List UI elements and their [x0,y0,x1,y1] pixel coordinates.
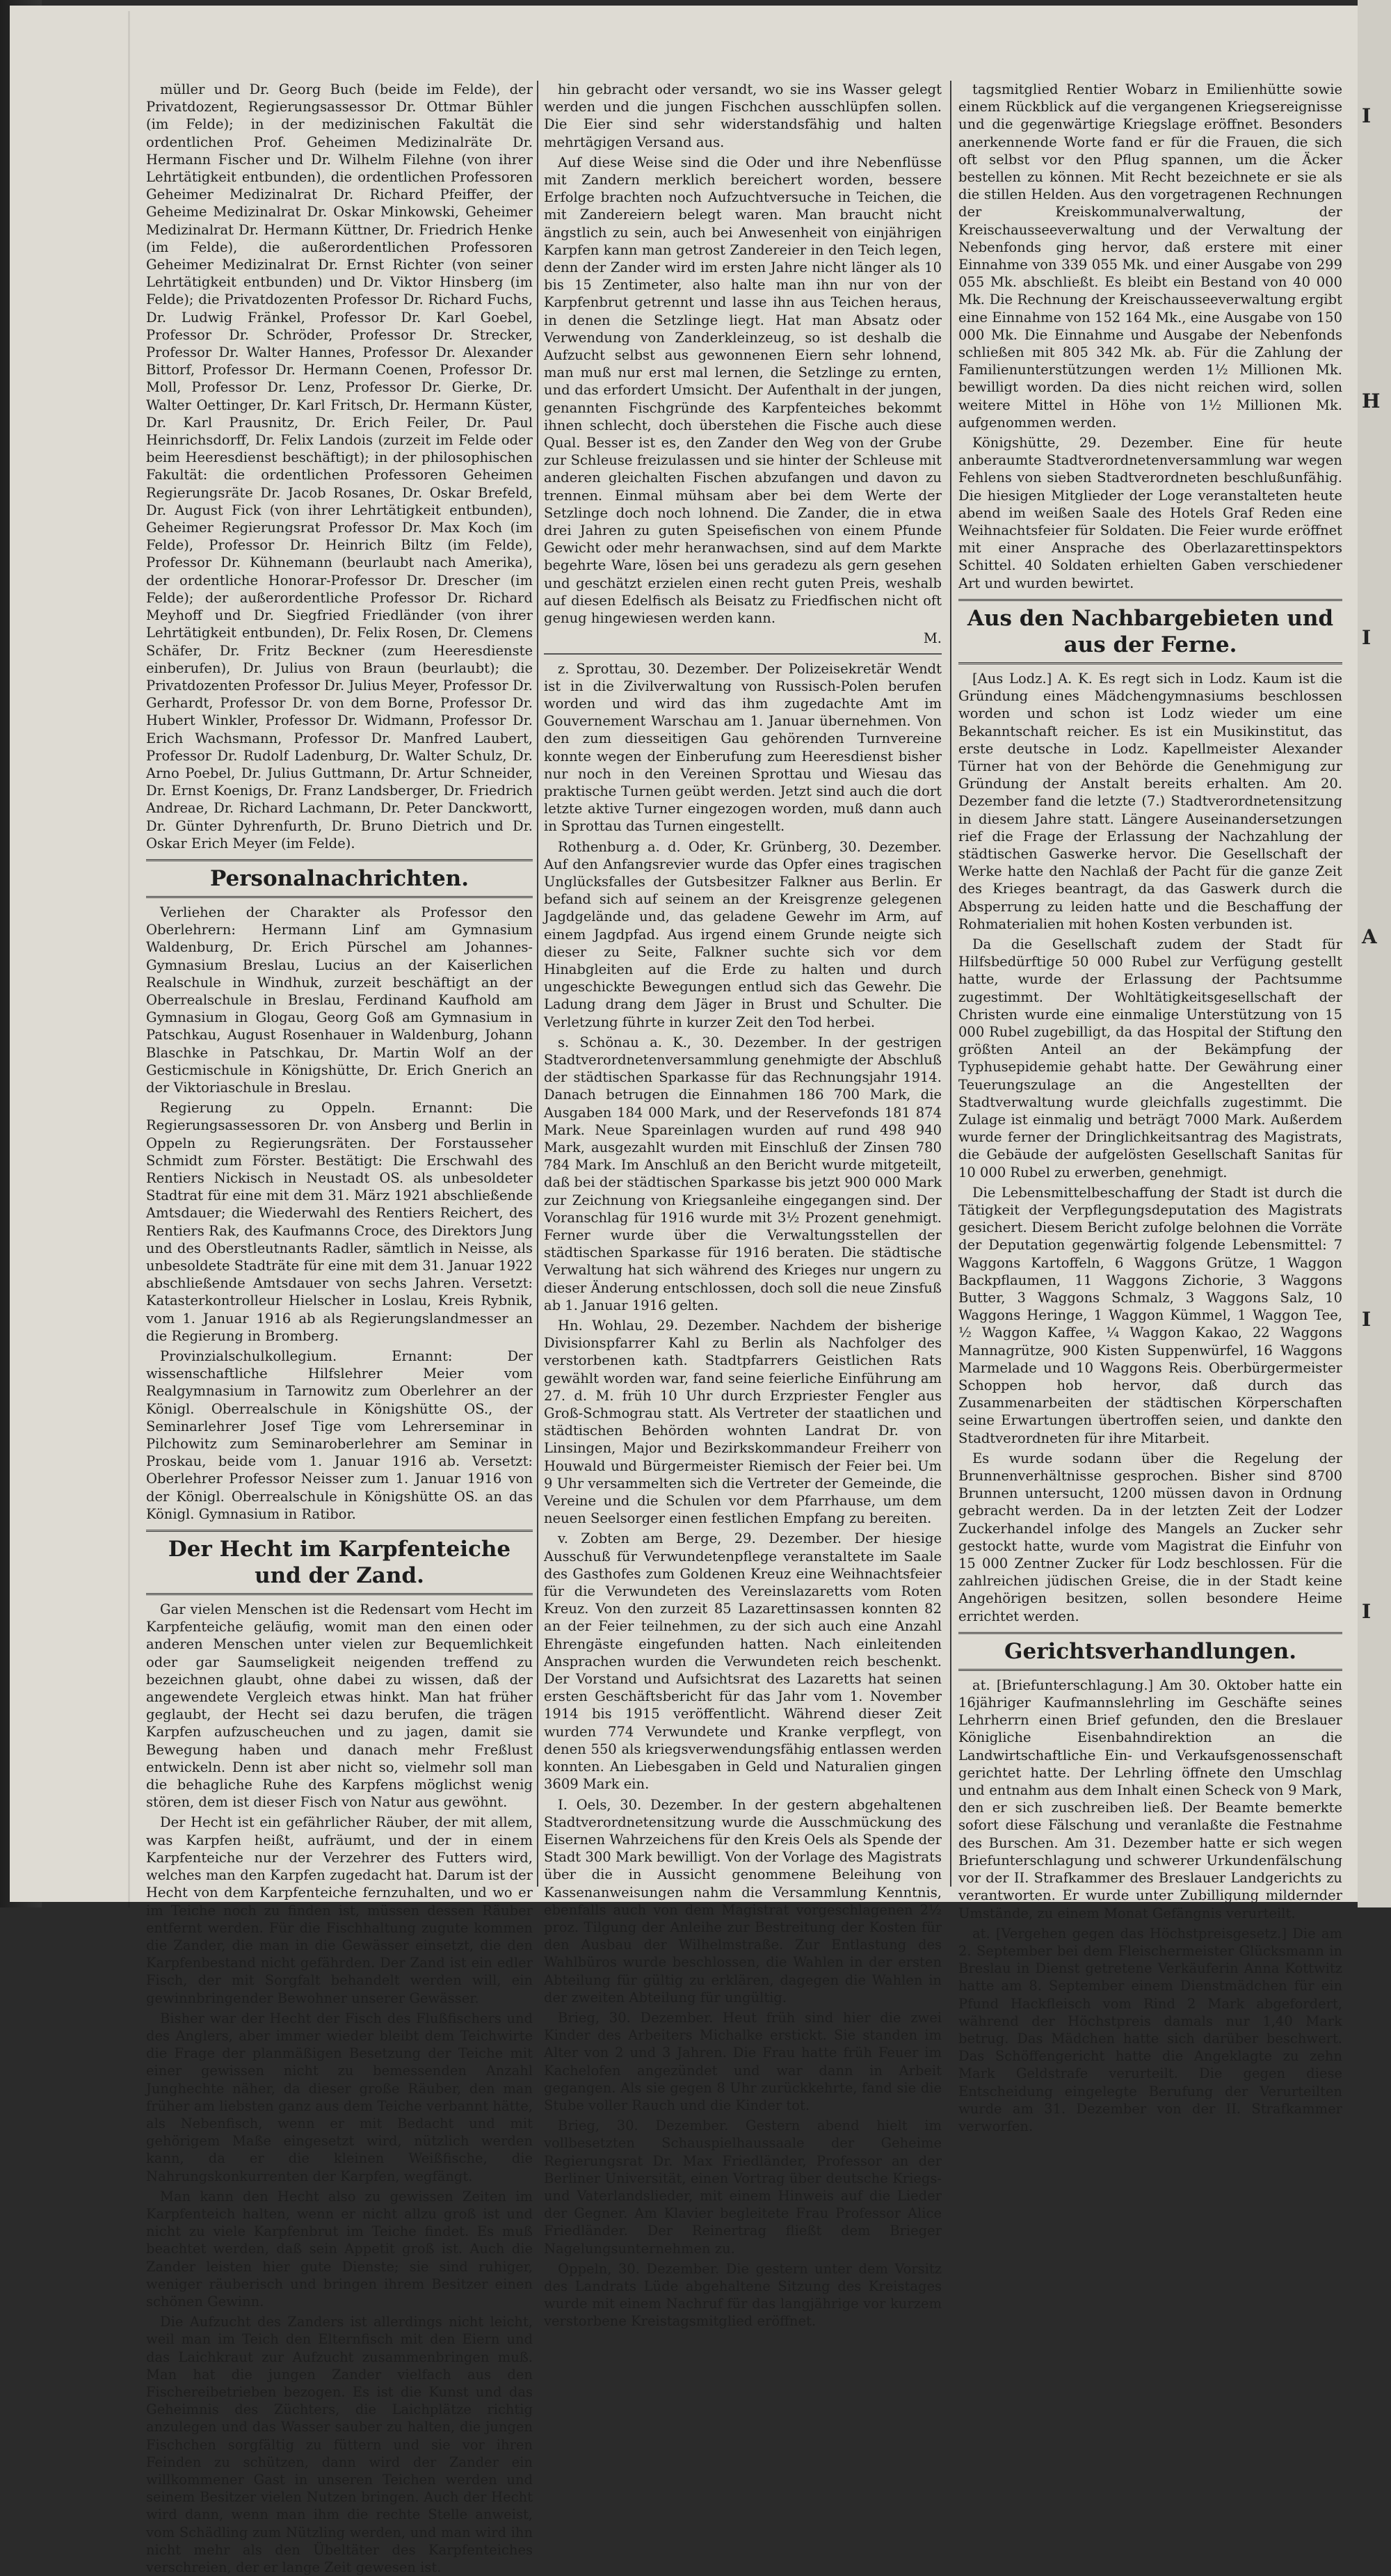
heading-hecht-karpfenteiche: Der Hecht im Karpfenteiche und der Zand. [146,1530,533,1595]
heading-gerichtsverhandlungen: Gerichtsverhandlungen. [958,1632,1342,1671]
court-report: at. [Briefunterschlagung.] Am 30. Oktober hatte ein 16jähriger Kaufmannslehrling im Geschäfte seines Lehrherrn einen Brief gefunden, den die Breslauer Königliche Eisenbahndirektion an die Landwirtschaftliche Ein- und Verkaufsgenossenschaft gerichtet hatte. Der Lehrling öffnete den Umschlag und entnahm aus dem Inhalt einen Scheck von 9 Mark, den er sich zuschreiben ließ. Der Beamte bemerkte sofort diese Fälschung und veranlaßte die Festnahme des Burschen. Am 31. Dezember hatte er sich wegen Briefunterschlagung und schwerer Urkundenfälschung vor der II. Strafkammer des Breslauer Landgerichts zu verantworten. Er wurde unter Zubilligung mildernder Umstände, zu einem Monat Gefängnis verurteilt. [958,1677,1342,1921]
article-paragraph: Provinzialschulkollegium. Ernannt: Der wissenschaftliche Hilfslehrer Meier vom Realgymnasium in Tarnowitz zum Oberlehrer an der Königl. Oberrealschule in Königshütte OS., der Seminarlehrer Josef Tige vom Lehrerseminar in Pilchowitz zum Seminaroberlehrer am Seminar in Proskau, beide vom 1. Januar 1916 ab. Versetzt: Oberlehrer Professor Neisser zum 1. Januar 1916 von der Königl. Oberrealschule in Königshütte OS. an das Königl. Gymnasium in Ratibor. [146,1348,533,1522]
strip-letter: I [1362,626,1372,649]
column-2 [544,81,942,2330]
column-1 [146,81,533,2576]
page-fold [128,11,130,1907]
adjacent-page-strip [1358,0,1391,1907]
strip-letter: A [1362,925,1377,948]
separator [544,653,942,655]
strip-letter: H [1362,390,1381,413]
article-paragraph: [Aus Lodz.] A. K. Es regt sich in Lodz. Kaum ist die Gründung eines Mädchengymnasiums beschlossen worden und schon ist Lodz wieder um eine Bekanntschaft reicher. Es ist ein Musikinstitut, das erste deutsche in Lodz. Kapellmeister Alexander Türner hat von der Behörde die Genehmigung zur Gründung der Anstalt bereits erhalten. Am 20. Dezember fand die letzte (7.) Stadtverordnetensitzung in diesem Jahre statt. Längere Auseinandersetzungen rief die Frage der Erlassung der Nachzahlung der städtischen Gaswerke hervor. Die Gesellschaft der Werke hatte den Nachlaß der Pacht für die ganze Zeit des Krieges beantragt, da das Gaswerk durch die Absperrung zu leiden hatte und die Beschaffung der Rohmaterialien mit hohen Kosten verbunden ist. [958,670,1342,932]
news-item: Hn. Wohlau, 29. Dezember. Nachdem der bisherige Divisionspfarrer Kahl zu Berlin als Nachfolger des verstorbenen kath. Stadtpfarrers Geistlichen Rats gewählt worden war, fand seine feierliche Einführung am 27. d. M. früh 10 Uhr durch Erzpriester Fengler aus Groß-Schmograu statt. Als Vertreter der staatlichen und städtischen Behörden wohnten Landrat Dr. von Linsingen, Major und Bezirkskommandeur Freiherr von Houwald und Bürgermeister Riemisch der Feier bei. Um 9 Uhr versammelten sich die Vertreter der Gemeinde, die Vereine und die Schulen vor dem Pfarrhause, um dem neuen Seelsorger einen festlichen Empfang zu bereiten. [544,1318,942,1527]
column-rule [950,81,951,1887]
article-paragraph: Auf diese Weise sind die Oder und ihre Nebenflüsse mit Zandern merklich bereichert worden, bessere Erfolge brachten noch Aufzuchtversuche in Teichen, die mit Zandereiern belegt waren. Man braucht nicht ängstlich zu sein, auch bei Anwesenheit von einjährigen Karpfen kann man getrost Zandereier in den Teich legen, denn der Zander wird im ersten Jahre nicht länger als 10 bis 15 Zentimeter, also halte man ihn nur von der Karpfenbrut getrennt und lasse ihn aus Teichen heraus, in denen die Setzlinge liegt. Hat man Absatz oder Verwendung von Zanderkleinzeug, so ist deshalb die Aufzucht selbst aus gewonnenen Eiern sehr lohnend, man muß nur erst mal lernen, die Setzlinge zu ernten, und das erfordert Umsicht. Der Aufenthalt in der jungen, genannten Fischgründe des Karpfenteiches bekommt ihnen schlecht, doch überstehen die Fische auch diese Qual. Besser ist es, den Zander den Weg von der Grube zur Schleuse freizulassen und sie hinter der Schleuse mit anderen gleichalten Fischen abzufangen und davon zu trennen. Einmal mühsam aber bei dem Werte der Setzlinge doch noch lohnend. Die Zander, die in etwa drei Jahren zu guten Speisefischen von einem Pfunde Gewicht oder mehr heranwachsen, sind auf dem Markte begehrte Ware, lösen bei uns geradezu als gern gesehen und geschätzt erzielen einen recht guten Preis, weshalb auf diesen Edelfisch als Beisatz zu Friedfischen nicht oft genug hingewiesen werden kann. [544,154,942,627]
heading-nachbargebiete: Aus den Nachbargebieten und aus der Ferne. [958,599,1342,664]
court-report: at. [Vergehen gegen das Höchstpreisgesetz.] Die am 2. September bei dem Fleischermeister Glücksmann in Breslau in Dienst getretene Verkäuferin Anna Kottwitz hatte am 8. September einem Dienstmädchen für ein Pfund Hackfleisch vom Rind 2 Mark abgefordert, während der Höchstpreis damals nur 1,40 Mark betrug. Das Mädchen hatte sich darüber beschwert. Das Schöffengericht hatte die Angeklagte zu zehn Mark Geldstrafe verurteilt. Die gegen diese Entscheidung eingelegte Berufung der Verurteilten wurde am 31. Dezember von der II. Strafkammer verworfen. [958,1925,1342,2134]
article-paragraph: Man kann den Hecht also zu gewissen Zeiten im Karpfenteich halten, wenn er nicht allzu groß ist und nicht zu viele Karpfenbrut im Teiche findet. Es muß beachtet werden, daß sein Appetit groß ist. Auch die Zander leisten hier gute Dienste; sie sind ruhiger, weniger räuberisch und bringen ihrem Besitzer einen schönen Gewinn. [146,2188,533,2310]
news-item: Oppeln, 30. Dezember. Die gestern unter dem Vorsitz des Landrats Lüde abgehaltene Sitzung des Kreistages wurde mit einem Nachruf für das langjährige vor kurzem verstorbene Kreistagsmitglied eröffnet. [544,2260,942,2330]
article-paragraph: Der Hecht ist ein gefährlicher Räuber, der mit allem, was Karpfen heißt, aufräumt, und der in einem Karpfenteiche nur der Verzehrer des Futters wird, welches man den Karpfen zugedacht hat. Darum ist der Hecht von dem Karpfenteiche fernzuhalten, und wo er im Teiche noch zu finden ist, müssen dessen Räuber entfernt werden. Für die Fischhaltung zugute kommen die Zander, die man in die Gewässer einsetzt, die den Karpfenbestand nicht gefährden. Der Zand ist ein edler Fisch, der mit Sorgfalt behandelt werden will, ein gewinnbringender Bewohner unserer Gewässer. [146,1814,533,2006]
article-paragraph: Es wurde sodann über die Regelung der Brunnenverhältnisse gesprochen. Bisher sind 8700 Brunnen untersucht, 1200 müssen davon in Ordnung gebracht werden. Da in der letzten Zeit der Lodzer Zuckerhandel infolge des Mangels an Zucker sehr gestockt hatte, wurde vom Magistrat die Einfuhr von 15 000 Zentner Zucker für Lodz beschlossen. Für die zahlreichen jüdischen Greise, die in der Stadt keine Angehörigen besitzen, sollen besondere Heime errichtet werden. [958,1450,1342,1624]
article-paragraph: tagsmitglied Rentier Wobarz in Emilienhütte sowie einem Rückblick auf die vergangenen Kriegsereignisse und die gegenwärtige Kriegslage eröffnet. Besonders anerkennende Worte fand er für die Frauen, die sich oft selbst vor den Pflug spannen, um die Äcker bestellen zu können. Mit Recht bezeichnete er sie als die stillen Helden. Aus den vorgetragenen Rechnungen der Kreiskommunalverwaltung, der Kreischausseeverwaltung und der Verwaltung der Nebenfonds ging hervor, daß erstere mit einer Einnahme von 339 055 Mk. und einer Ausgabe von 299 055 Mk. abschließt. Es bleibt ein Bestand von 40 000 Mk. Die Rechnung der Kreischausseeverwaltung ergibt eine Einnahme von 152 164 Mk., eine Ausgabe von 150 000 Mk. Die Einnahme und Ausgabe der Nebenfonds schließen mit 805 342 Mk. ab. Für die Zahlung der Familienunterstützungen werden 1½ Millionen Mk. bewilligt worden. Da dies nicht reichen wird, sollen weitere Mittel in Höhe von 1½ Millionen Mk. aufgenommen werden. [958,81,1342,431]
article-paragraph: Die Lebensmittelbeschaffung der Stadt ist durch die Tätigkeit der Verpflegungsdeputation des Magistrats gesichert. Diesem Bericht zufolge belohnen die Vorräte der Deputation gegenwärtig folgende Lebensmittel: 7 Waggons Kartoffeln, 6 Waggons Grütze, 1 Waggon Backpflaumen, 11 Waggons Zichorie, 3 Waggons Butter, 3 Waggons Schmalz, 3 Waggons Salz, 10 Waggons Heringe, 1 Waggon Kümmel, 1 Waggon Tee, ½ Waggon Kaffee, ¼ Waggon Kakao, 22 Waggons Mannagrütze, 900 Kisten Suppenwürfel, 16 Waggons Marmelade und 10 Waggons Reis. Oberbürgermeister Schoppen hob hervor, daß durch das Zusammenarbeiten der städtischen Körperschaften seine Erwartungen übertroffen seien, und dankte den Stadtverordneten für ihre Mitarbeit. [958,1184,1342,1446]
article-paragraph: Da die Gesellschaft zudem der Stadt für Hilfsbedürftige 50 000 Rubel zur Verfügung gestellt hatte, wurde der Erlassung der Pachtsumme zugestimmt. Der Wohltätigkeitsgesellschaft der Christen wurde eine einmalige Unterstützung von 15 000 Rubel zugebilligt, da das Hospital der Stiftung den größten Anteil an der Bekämpfung der Typhusepidemie gehabt hatte. Der Gewährung einer Teuerungszulage an die Angestellten der Stadtverwaltung wurde gleichfalls zugestimmt. Die Zulage ist einmalig und beträgt 7000 Mark. Außerdem wurde ferner der Dringlichkeitsantrag des Magistrats, die Gebäude der aufgelösten Gesellschaft Sanitas für 10 000 Rubel zu erwerben, genehmigt. [958,936,1342,1181]
news-item: Rothenburg a. d. Oder, Kr. Grünberg, 30. Dezember. Auf den Anfangsrevier wurde das Opfer eines tragischen Unglücksfalles der Gutsbesitzer Falkner aus Berlin. Er befand sich auf seinem an der Kreisgrenze gelegenen Jagdgelände und, das geladene Gewehr im Arm, auf einem Jagdpfad. Aus irgend einem Grunde neigte sich dieser zu Seite, Falkner suchte sich vor dem Hinabgleiten auf die Erde zu halten und durch ungeschickte Bewegungen entlud sich das Gewehr. Die Ladung drang dem Jäger in Brust und Schulter. Die Verletzung führte in kurzer Zeit den Tod herbei. [544,838,942,1030]
news-item: Königshütte, 29. Dezember. Eine für heute anberaumte Stadtverordnetenversammlung war wegen Fehlens von sieben Stadtverordneten beschlußunfähig. Die hiesigen Mitglieder der Loge veranstalteten heute abend im weißen Saale des Hotels Graf Reden eine Weihnachtsfeier für Soldaten. Die Feier wurde eröffnet mit einer Ansprache des Oberlazarettinspektors Schittel. 40 Soldaten erhielten Gaben verschiedener Art und wurden bewirtet. [958,435,1342,591]
news-item: I. Oels, 30. Dezember. In der gestern abgehaltenen Stadtverordnetensitzung wurde die Ausschmückung des Eisernen Wahrzeichens für den Kreis Oels als Spende der Stadt 300 Mark bewilligt. Von der Vorlage des Magistrats über die in Aussicht genommene Beleihung von Kassenanweisungen nahm die Versammlung Kenntnis, ebenfalls auch von dem Magistrat vorgeschlagenen 2½ proz. Tilgung der Anleihe zur Bestreitung der Kosten für den Ausbau der Wilhelmstraße. Zur Entlastung des Wahlbüros wurde beschlossen, die Wahlen in der ersten Abteilung für gültig zu erklären, dagegen die Wahlen in der zweiten Abteilung für ungültig. [544,1796,942,2006]
article-paragraph: Verliehen der Charakter als Professor den Oberlehrern: Hermann Linf am Gymnasium Waldenburg, Dr. Erich Pürschel am Johannes-Gymnasium Breslau, Lucius an der Kaiserlichen Realschule in Windhuk, zurzeit beschäftigt an der Oberrealschule in Breslau, Ferdinand Kaufhold am Gymnasium in Glogau, Georg Goß am Gymnasium in Patschkau, August Rosenhauer in Waldenburg, Johann Blaschke in Patschkau, Dr. Martin Wolf an der Gesticmischule in Königshütte, Dr. Erich Gnerich an der Viktoriaschule in Breslau. [146,904,533,1096]
strip-letter: I [1362,1600,1372,1623]
article-paragraph: Gar vielen Menschen ist die Redensart vom Hecht im Karpfenteiche geläufig, womit man den einen oder anderen Menschen unter vielen zur Bequemlichkeit oder gar Saumseligkeit neigenden treffend zu bezeichnen glaubt, ohne dabei zu wissen, daß der angewendete Vergleich etwas hinkt. Man hat früher geglaubt, der Hecht sei dazu berufen, die trägen Karpfen aufzuscheuchen und zu jagen, damit sie Bewegung haben und danach mehr Freßlust entwickeln. Denn ist aber nicht so, vielmehr soll man die behagliche Ruhe des Karpfens möglichst wenig stören, dem ist dieser Fisch von Natur aus gewöhnt. [146,1601,533,1811]
news-item: Brieg, 30. Dezember. Gestern abend hielt im vollbesetzten Schauspielhaussaale der Geheime Regierungsrat Dr. Max Friedländer, Professor an der Berliner Universität, einen Vortrag über deutsche Kriegs- und Vaterlandslieder, mit einem Hinweis auf die Lieder der Gegner. Am Klavier begleitete Frau Professor Alice Friedländer. Der Reinertrag fließt dem Brieger Nagelungsunternehmen zu. [544,2118,942,2257]
article-paragraph: Die Aufzucht des Zanders ist allerdings nicht leicht, weil man im Teich den Elternfisch mit den Eiern und das Laichkraut zur Aufzucht zusammenbringen muß. Man hat die jungen Zander vielfach aus den Fischereibetrieben bezogen. Es ist die Kunst und das Geheimnis des Züchters, die Laichplätze richtig anzulegen und das Wasser sauber zu halten, die jungen Fischchen sorgfältig zu füttern und sie vor ihren Feinden zu schützen, dann wird der Zander ein willkommener Gast in unseren Teichen werden und seinem Besitzer vielen Nutzen bringen. Auch der Hecht wird dann, wenn man ihm die rechte Stelle anweist, vom Schädling zum Nützling werden, und man wird ihn nicht mehr als den Übeltäter des Karpfenteiches verschreien, der er lange Zeit gewesen ist. [146,2314,533,2576]
news-item: Brieg, 30. Dezember. Heut früh sind hier die zwei Kinder des Arbeiters Michalke erstickt. Sie standen im Alter von 2 und 3 Jahren. Die Frau hatte früh Feuer im Kachelofen angezündet und war dann in Arbeit gegangen. Als sie gegen 8 Uhr zurückkehrte, fand sie die Stube voller Rauch und die Kinder tot. [544,2009,942,2113]
article-paragraph: Regierung zu Oppeln. Ernannt: Die Regierungsassessoren Dr. von Ansberg und Berlin in Oppeln zu Regierungsräten. Der Forstausseher Schmidt zum Förster. Bestätigt: Die Erschwahl des Rentiers Nickisch in Neustadt OS. als unbesoldeter Stadtrat für eine mit dem 31. März 1921 abschließende Amtsdauer; die Wiederwahl des Rentiers Reichert, des Rentiers Rak, des Kaufmanns Croce, des Direktors Jung und des Oberstleutnants Radler, sämtlich in Neisse, als unbesoldete Stadträte für eine mit dem 31. Januar 1922 abschließende Amtsdauer von sechs Jahren. Versetzt: Katasterkontrolleur Hielscher in Loslau, Kreis Rybnik, vom 1. Januar 1916 ab als Regierungslandmesser an die Regierung in Bromberg. [146,1100,533,1344]
strip-letter: I [1362,104,1372,127]
article-paragraph: hin gebracht oder versandt, wo sie ins Wasser gelegt werden und die jungen Fischchen ausschlüpfen sollen. Die Eier sind sehr widerstandsfähig und halten mehrtägigen Versand aus. [544,81,942,150]
heading-personalnachrichten: Personalnachrichten. [146,859,533,898]
author-signature: M. [923,630,942,647]
column-3 [958,81,1342,2134]
news-item: s. Schönau a. K., 30. Dezember. In der gestrigen Stadtverordnetenversammlung genehmigte der Abschluß der städtischen Sparkasse für das Rechnungsjahr 1914. Danach betrugen die Einnahmen 186 700 Mark, die Ausgaben 184 000 Mark, und der Reservefonds 181 874 Mark. Neue Spareinlagen wurden auf rund 498 940 Mark, ausgezahlt wurden mit Einschluß der Zinsen 780 784 Mark. Im Anschluß an den Bericht wurde mitgeteilt, daß bei der städtischen Sparkasse bis jetzt 900 000 Mark zur Zeichnung von Kriegsanleihe eingegangen sind. Der Voranschlag für 1916 wurde mit 3½ Prozent genehmigt. Ferner wurde über die Verwaltungsstellen der städtischen Sparkasse für 1916 beraten. Die städtische Verwaltung hat sich während des Krieges nur ungern zu dieser Änderung entschlossen, doch soll die neue Zinsfuß ab 1. Januar 1916 gelten. [544,1034,942,1313]
news-item: v. Zobten am Berge, 29. Dezember. Der hiesige Ausschuß für Verwundetenpflege veranstaltete im Saale des Gasthofes zum Goldenen Kreuz eine Weihnachtsfeier für die Verwundeten des Vereinslazaretts vom Roten Kreuz. Von den zurzeit 85 Lazarettinsassen konnten 82 an der Feier teilnehmen, zu der sich auch eine Anzahl Ehrengäste eingefunden hatten. Nach einleitenden Ansprachen wurden die Verwundeten reich beschenkt. Der Vorstand und Aufsichtsrat des Lazaretts hat seinen ersten Geschäftsbericht für das Jahr vom 1. November 1914 bis 1915 veröffentlicht. Während dieser Zeit wurden 774 Verwundete und Kranke verpflegt, von denen 550 als kriegsverwendungsfähig entlassen werden konnten. An Liebesgaben in Geld und Naturalien gingen 3609 Mark ein. [544,1530,942,1793]
news-item: z. Sprottau, 30. Dezember. Der Polizeisekretär Wendt ist in die Zivilverwaltung von Russisch-Polen berufen worden und wird das ihm zugedachte Amt im Gouvernement Warschau am 1. Januar übernehmen. Von den zum diesseitigen Gau gehörenden Turnvereine konnte wegen der Einberufung zum Heeresdienst bisher nur noch in den Vereinen Sprottau und Wiesau das praktische Turnen geübt werden. Jetzt sind auch die dort letzte aktive Turner eingezogen worden, muß dann auch in Sprottau das Turnen eingestellt. [544,660,942,835]
faculty-list-paragraph: müller und Dr. Georg Buch (beide im Felde), der Privatdozent, Regierungsassessor Dr. Ottmar Bühler (im Felde); in der medizinischen Fakultät die ordentlichen Prof. Geheimen Medizinalräte Dr. Hermann Fischer und Dr. Wilhelm Filehne (von ihrer Lehrtätigkeit entbunden), die ordentlichen Professoren Geheimer Medizinalrat Dr. Richard Pfeiffer, der Geheime Medizinalrat Dr. Oskar Minkowski, Geheimer Medizinalrat Dr. Hermann Küttner, Dr. Friedrich Henke (im Felde), die außerordentlichen Professoren Geheimer Medizinalrat Dr. Ernst Richter (von seiner Lehrtätigkeit entbunden) und Dr. Viktor Hinsberg (im Felde); die Privatdozenten Professor Dr. Richard Fuchs, Dr. Ludwig Fränkel, Professor Dr. Karl Goebel, Professor Dr. Schröder, Professor Dr. Strecker, Professor Dr. Walter Hannes, Professor Dr. Alexander Bittorf, Professor Dr. Hermann Coenen, Professor Dr. Moll, Professor Dr. Lenz, Professor Dr. Gierke, Dr. Walter Oettinger, Dr. Karl Fritsch, Dr. Hermann Küster, Dr. Karl Prausnitz, Dr. Erich Feiler, Dr. Paul Heinrichsdorff, Dr. Felix Landois (zurzeit im Felde oder beim Heeresdienst beschäftigt); in der philosophischen Fakultät: die ordentlichen Professoren Geheimen Regierungsräte Dr. Jacob Rosanes, Dr. Oskar Brefeld, Dr. August Fick (von ihrer Lehrtätigkeit entbunden), Geheimer Regierungsrat Professor Dr. Max Koch (im Felde), Professor Dr. Heinrich Biltz (im Felde), Professor Dr. Kühnemann (beurlaubt nach Amerika), der ordentliche Honorar-Professor Dr. Drescher (im Felde); der außerordentliche Professor Dr. Richard Meyhoff und Dr. Siegfried Friedländer (von ihrer Lehrtätigkeit entbunden), Dr. Felix Rosen, Dr. Clemens Schäfer, Dr. Fritz Beckner (zum Heeresdienste einberufen), Dr. Julius von Braun (beurlaubt); die Privatdozenten Professor Dr. Julius Meyer, Professor Dr. Gerhardt, Professor Dr. von dem Borne, Professor Dr. Hubert Winkler, Professor Dr. Widmann, Professor Dr. Erich Wachsmann, Professor Dr. Manfred Laubert, Professor Dr. Rudolf Ladenburg, Dr. Walter Schulz, Dr. Arno Poebel, Dr. Julius Guttmann, Dr. Artur Schneider, Dr. Ernst Koenigs, Dr. Franz Landsberger, Dr. Friedrich Andreae, Dr. Richard Lachmann, Dr. Peter Danckwortt, Dr. Günter Dyhrenfurth, Dr. Bruno Dietrich und Dr. Oskar Erich Meyer (im Felde). [146,81,533,851]
strip-letter: I [1362,1308,1372,1331]
article-paragraph: Bisher war der Hecht der Fisch des Flußfischers und des Anglers, aber immer wieder bleibt dem Teichwirte die Frage der planmäßigen Besetzung der Teiche mit einer gewissen nicht zu bemessenden Anzahl Junghechte näher, da dieser große Räuber, den man früher am liebsten ganz aus dem Teiche verbannt hätte, als Nebenfisch, wenn er mit Bedacht und mit gehörigem Maße eingesetzt wird, nützlich werden kann, da er die kleinen Weißfische, die Nahrungskonkurrenten der Karpfen, wegfängt. [146,2010,533,2184]
newspaper-page [10,6,1358,2576]
column-rule [537,81,538,1887]
